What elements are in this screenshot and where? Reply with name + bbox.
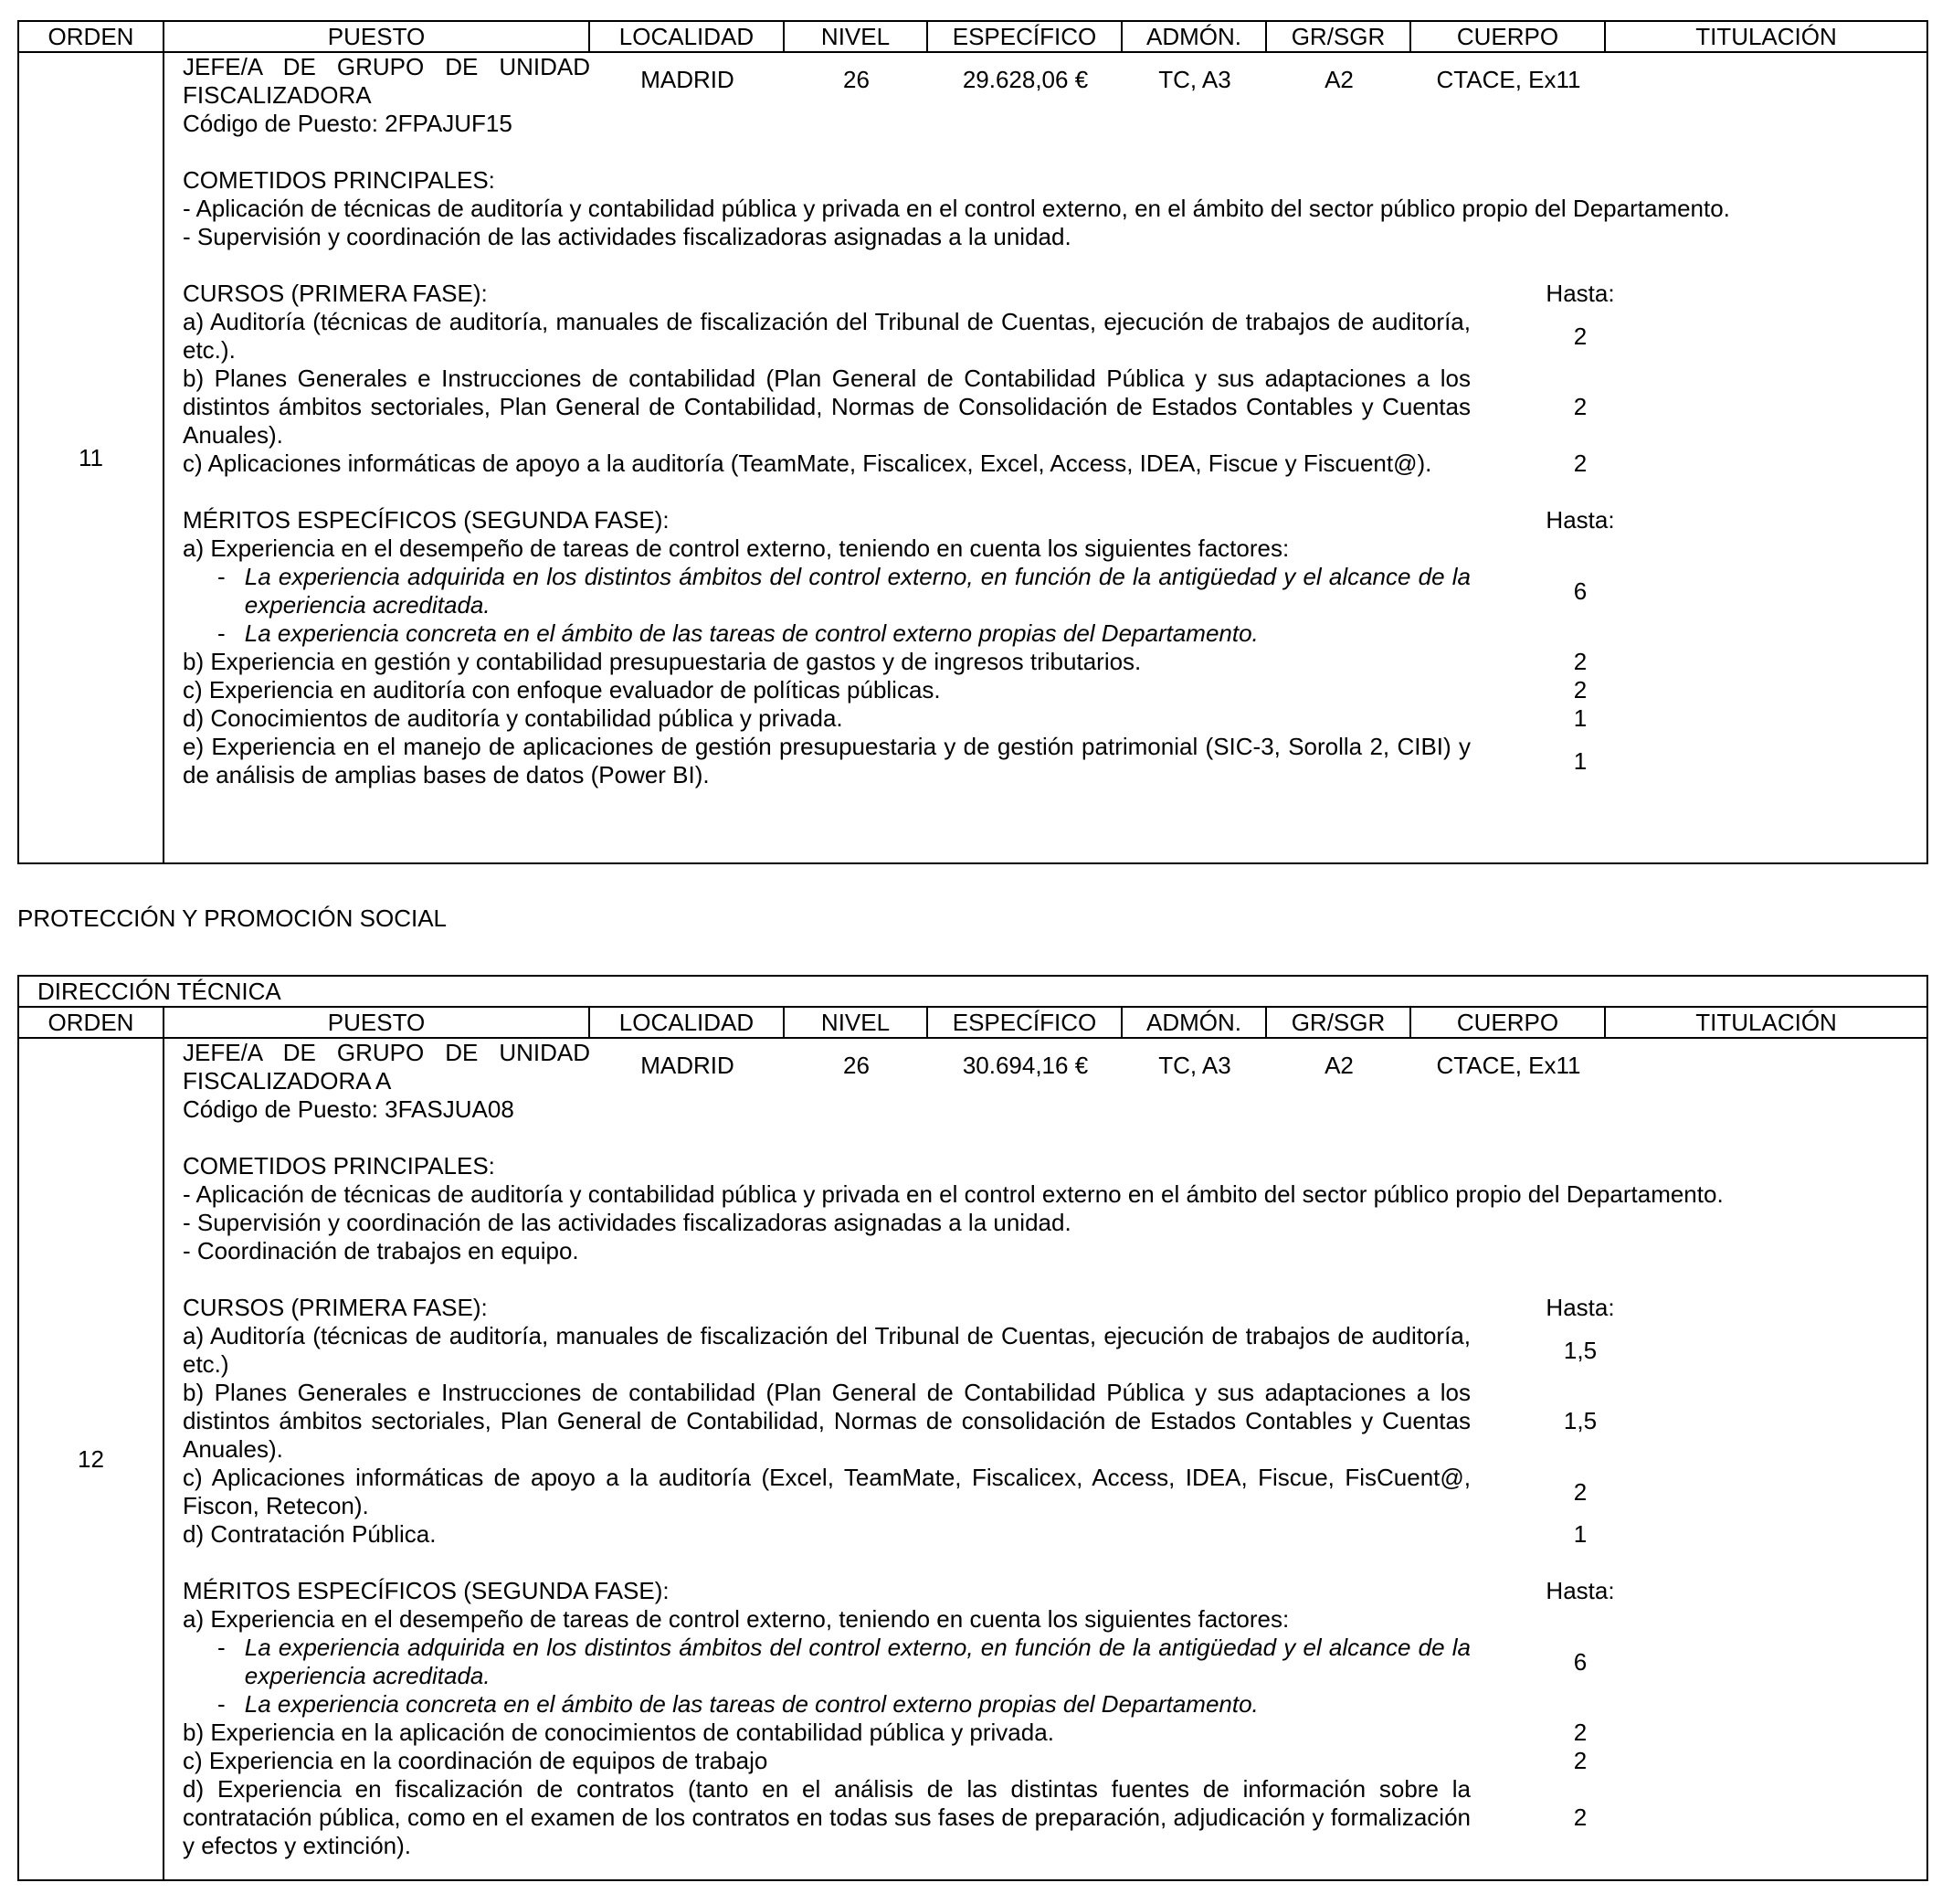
dash-marker: -	[217, 1690, 226, 1718]
cuerpo-value: CTACE, Ex11	[1436, 1052, 1581, 1079]
codigo-puesto: Código de Puesto: 2FPAJUF15	[183, 110, 512, 137]
merito-a-factor	[183, 1690, 1471, 1719]
curso-item	[164, 1520, 1926, 1549]
merito-a-factor-text: La experiencia concreta en el ámbito de las tareas de control externo propias del Departamento.	[244, 1690, 1259, 1718]
merito-points: 1	[1573, 746, 1588, 775]
hasta-label: Hasta:	[1546, 506, 1615, 534]
grsgr-value: A2	[1325, 66, 1354, 93]
col-cuerpo: CUERPO	[1410, 21, 1605, 52]
dash-marker: -	[217, 1634, 226, 1661]
curso-text: c) Aplicaciones informáticas de apoyo a la auditoría (Excel, TeamMate, Fiscalicex, Access, IDEA, Fiscue, FisCuent@, Fiscon, Retecon).	[183, 1464, 1471, 1519]
merito-a-label: a) Experiencia en el desempeño de tareas de control externo, teniendo en cuenta los siguientes factores:	[183, 534, 1290, 562]
curso-points: 2	[1573, 393, 1588, 420]
orden-number: 12	[18, 1038, 164, 1880]
curso-points: 2	[1573, 450, 1588, 477]
especifico-value: 30.694,16 €	[962, 1052, 1089, 1079]
localidad-value: MADRID	[640, 1052, 734, 1079]
col-cuerpo: CUERPO	[1410, 1007, 1605, 1038]
col-grsgr: GR/SGR	[1266, 21, 1410, 52]
merito-points: 2	[1573, 1747, 1588, 1774]
cometido-item: - Supervisión y coordinación de las actividades fiscalizadoras asignadas a la unidad.	[183, 1209, 1071, 1236]
curso-points: 2	[1573, 1477, 1588, 1506]
cometidos-title: COMETIDOS PRINCIPALES:	[183, 1152, 495, 1179]
nivel-value: 26	[843, 1052, 870, 1079]
col-nivel: NIVEL	[784, 1007, 927, 1038]
dash-marker: -	[217, 563, 226, 590]
merito-text: d) Conocimientos de auditoría y contabilidad pública y privada.	[183, 704, 843, 732]
section-title: PROTECCIÓN Y PROMOCIÓN SOCIAL	[17, 904, 448, 932]
merito-a-text	[183, 1605, 1471, 1719]
cometidos-title: COMETIDOS PRINCIPALES:	[183, 166, 495, 194]
merito-a-factor-text: La experiencia concreta en el ámbito de las tareas de control externo propias del Departamento.	[244, 619, 1259, 647]
merito-points: 2	[1573, 1804, 1588, 1831]
merito-item	[164, 1747, 1926, 1775]
col-nivel: NIVEL	[784, 21, 927, 52]
merito-text: d) Experiencia en fiscalización de contratos (tanto en el análisis de las distintas fuentes de información sobre la contratación pública, como en el examen de los contratos en todas sus fases de preparación, adjudicación y formalización y efectos y extinción).	[183, 1775, 1471, 1859]
merito-points: 2	[1573, 676, 1588, 703]
curso-points: 1,5	[1563, 1336, 1598, 1364]
merito-item	[164, 676, 1926, 704]
grsgr-value: A2	[1325, 1052, 1354, 1079]
merito-a-factor	[183, 563, 1471, 619]
post-table-12	[17, 975, 1928, 1881]
merito-a-text	[183, 534, 1471, 648]
meritos-header	[164, 1577, 1926, 1605]
merito-points: 2	[1573, 1719, 1588, 1746]
especifico-value: 29.628,06 €	[962, 66, 1089, 93]
post-body	[164, 1038, 1927, 1880]
col-titulacion: TITULACIÓN	[1605, 1007, 1927, 1038]
merito-a-label: a) Experiencia en el desempeño de tareas de control externo, teniendo en cuenta los siguientes factores:	[183, 1605, 1290, 1633]
merito-text: b) Experiencia en gestión y contabilidad presupuestaria de gastos y de ingresos tributarios.	[183, 648, 1142, 675]
merito-item	[164, 704, 1926, 733]
merito-text: c) Experiencia en auditoría con enfoque evaluador de políticas públicas.	[183, 676, 941, 703]
col-orden: ORDEN	[18, 1007, 164, 1038]
col-orden: ORDEN	[18, 21, 164, 52]
curso-text: a) Auditoría (técnicas de auditoría, manuales de fiscalización del Tribunal de Cuentas, ejecución de trabajos de auditoría, etc.)	[183, 1322, 1471, 1378]
col-localidad: LOCALIDAD	[589, 21, 784, 52]
meritos-header	[164, 506, 1926, 534]
curso-text: b) Planes Generales e Instrucciones de contabilidad (Plan General de Contabilidad Pública y sus adaptaciones a los distintos ámbitos sectoriales, Plan General de Contabilidad, Normas de Consolidación de Estados Contables y Cuentas Anuales).	[183, 365, 1471, 449]
merito-a-factor-text: La experiencia adquirida en los distintos ámbitos del control externo, en función de la antigüedad y el alcance de la experiencia acreditada.	[244, 563, 1471, 619]
col-admon: ADMÓN.	[1122, 1007, 1266, 1038]
admon-value: TC, A3	[1158, 1052, 1231, 1079]
hasta-label: Hasta:	[1546, 1577, 1615, 1604]
merito-a-factor	[183, 619, 1471, 648]
merito-item	[164, 733, 1926, 789]
merito-a	[164, 1605, 1926, 1719]
cursos-header	[164, 1294, 1926, 1322]
cometido-item: - Aplicación de técnicas de auditoría y contabilidad pública y privada en el control externo, en el ámbito del sector público propio del Departamento.	[183, 195, 1730, 222]
col-puesto: PUESTO	[164, 21, 589, 52]
merito-points: 2	[1573, 648, 1588, 675]
dash-marker: -	[217, 619, 226, 647]
col-admon: ADMÓN.	[1122, 21, 1266, 52]
post-header-row	[164, 1039, 1926, 1095]
cometido-item: - Aplicación de técnicas de auditoría y contabilidad pública y privada en el control externo en el ámbito del sector público propio del Departamento.	[183, 1180, 1724, 1208]
orden-number: 11	[18, 52, 164, 863]
curso-text: a) Auditoría (técnicas de auditoría, manuales de fiscalización del Tribunal de Cuentas, ejecución de trabajos de auditoría, etc.).	[183, 308, 1471, 364]
curso-item	[164, 365, 1926, 450]
cursos-header	[164, 280, 1926, 308]
cuerpo-value: CTACE, Ex11	[1436, 66, 1581, 93]
post-table-11	[17, 20, 1928, 864]
merito-a-factor	[183, 1634, 1471, 1690]
col-puesto: PUESTO	[164, 1007, 589, 1038]
curso-item	[164, 1464, 1926, 1520]
localidad-value: MADRID	[640, 66, 734, 93]
col-especifico: ESPECÍFICO	[927, 1007, 1122, 1038]
cursos-title: CURSOS (PRIMERA FASE):	[183, 1294, 488, 1321]
merito-points: 1	[1573, 704, 1588, 732]
merito-a	[164, 534, 1926, 648]
curso-item	[164, 450, 1926, 478]
band-title: DIRECCIÓN TÉCNICA	[18, 976, 1927, 1007]
hasta-label: Hasta:	[1546, 280, 1615, 307]
cursos-title: CURSOS (PRIMERA FASE):	[183, 280, 488, 307]
curso-item	[164, 308, 1926, 365]
post-header-row	[164, 53, 1926, 110]
col-grsgr: GR/SGR	[1266, 1007, 1410, 1038]
header-row	[18, 1007, 1927, 1038]
curso-text: c) Aplicaciones informáticas de apoyo a la auditoría (TeamMate, Fiscalicex, Excel, Access, IDEA, Fiscue y Fiscuent@).	[183, 450, 1432, 477]
merito-a-points: 6	[1573, 576, 1588, 605]
admon-value: TC, A3	[1158, 66, 1231, 93]
merito-text: e) Experiencia en el manejo de aplicaciones de gestión presupuestaria y de gestión patrimonial (SIC-3, Sorolla 2, CIBI) y de análisis de amplias bases de datos (Power BI).	[183, 733, 1471, 788]
curso-item	[164, 1322, 1926, 1379]
curso-points: 1	[1573, 1520, 1588, 1548]
col-especifico: ESPECÍFICO	[927, 21, 1122, 52]
puesto-title: JEFE/A DE GRUPO DE UNIDAD FISCALIZADORA	[183, 53, 590, 109]
meritos-title: MÉRITOS ESPECÍFICOS (SEGUNDA FASE):	[183, 506, 670, 534]
merito-item	[164, 1775, 1926, 1860]
puesto-title: JEFE/A DE GRUPO DE UNIDAD FISCALIZADORA A	[183, 1039, 590, 1095]
curso-text: d) Contratación Pública.	[183, 1520, 437, 1548]
col-localidad: LOCALIDAD	[589, 1007, 784, 1038]
meritos-title: MÉRITOS ESPECÍFICOS (SEGUNDA FASE):	[183, 1577, 670, 1604]
codigo-puesto: Código de Puesto: 3FASJUA08	[183, 1095, 514, 1123]
cometido-item: - Supervisión y coordinación de las actividades fiscalizadoras asignadas a la unidad.	[183, 223, 1071, 250]
curso-text: b) Planes Generales e Instrucciones de contabilidad (Plan General de Contabilidad Pública y sus adaptaciones a los distintos ámbitos sectoriales, Plan General de Contabilidad, Normas de consolidación de Estados Contables y Cuentas Anuales).	[183, 1379, 1471, 1463]
post-body	[164, 52, 1927, 863]
curso-points: 1,5	[1563, 1407, 1598, 1434]
merito-text: c) Experiencia en la coordinación de equipos de trabajo	[183, 1747, 768, 1774]
cometido-item: - Coordinación de trabajos en equipo.	[183, 1237, 579, 1264]
merito-item	[164, 648, 1926, 676]
curso-points: 2	[1573, 322, 1588, 350]
merito-a-factor-text: La experiencia adquirida en los distintos ámbitos del control externo, en función de la antigüedad y el alcance de la experiencia acreditada.	[244, 1634, 1471, 1689]
hasta-label: Hasta:	[1546, 1294, 1615, 1321]
header-row	[18, 21, 1927, 52]
curso-item	[164, 1379, 1926, 1464]
merito-text: b) Experiencia en la aplicación de conocimientos de contabilidad pública y privada.	[183, 1719, 1054, 1746]
merito-item	[164, 1719, 1926, 1747]
col-titulacion: TITULACIÓN	[1605, 21, 1927, 52]
nivel-value: 26	[843, 66, 870, 93]
merito-a-points: 6	[1573, 1647, 1588, 1676]
